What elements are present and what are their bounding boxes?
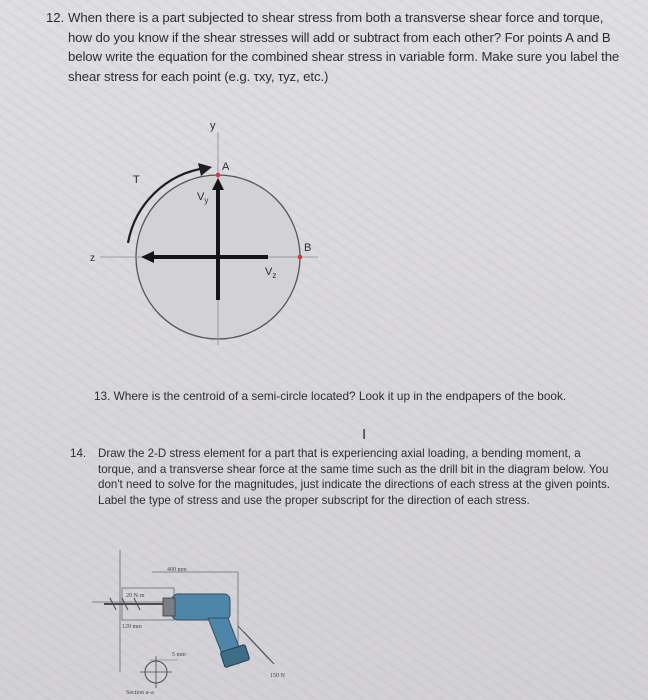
dimension-small-label: 5 mm <box>172 652 186 658</box>
dimension-top-label: 400 mm <box>167 567 187 573</box>
drill-body <box>172 594 230 620</box>
torque-load-label: 20 N·m <box>126 593 145 599</box>
y-axis-label: y <box>210 120 216 132</box>
question-12-number: 12. <box>46 10 65 25</box>
question-14-number: 14. <box>70 447 87 460</box>
applied-force-label: 150 N <box>270 673 285 679</box>
torque-label: T <box>133 174 140 186</box>
question-12-text: When there is a part subjected to shear stress from both a transverse shear force and torque, how do you know if the shear stresses will add or subtract from each other? For points A and B below write the equation for the combined shear stress in variable form. Make sure you label the shear stress for each point (e.g. τxy, τyz, etc.) <box>68 10 620 84</box>
shear-vz-label: $V_z$ <box>265 266 277 280</box>
point-a-label: A <box>222 161 230 173</box>
shear-vy-label: $V_y$ <box>197 191 209 205</box>
z-axis-label: z <box>90 253 95 264</box>
question-13: 13. Where is the centroid of a semi-circle located? Look it up in the endpapers of the book. <box>94 389 567 403</box>
drill-chuck <box>163 598 175 616</box>
section-label: Section a–a <box>126 690 154 696</box>
question-14-text: Draw the 2-D stress element for a part that is experiencing axial loading, a bending moment, a torque, and a transverse shear force at the same time such as the drill bit in the diagram below. You don't need to solve for the magnitudes, just indicate the directions of each stress at the given points. Label the type of stress and use the proper subscript for the direction of each stress. <box>98 447 610 507</box>
text-cursor-icon: I <box>362 426 367 443</box>
point-b-label: B <box>304 242 312 254</box>
dimension-left-label: 120 mm <box>122 624 142 630</box>
